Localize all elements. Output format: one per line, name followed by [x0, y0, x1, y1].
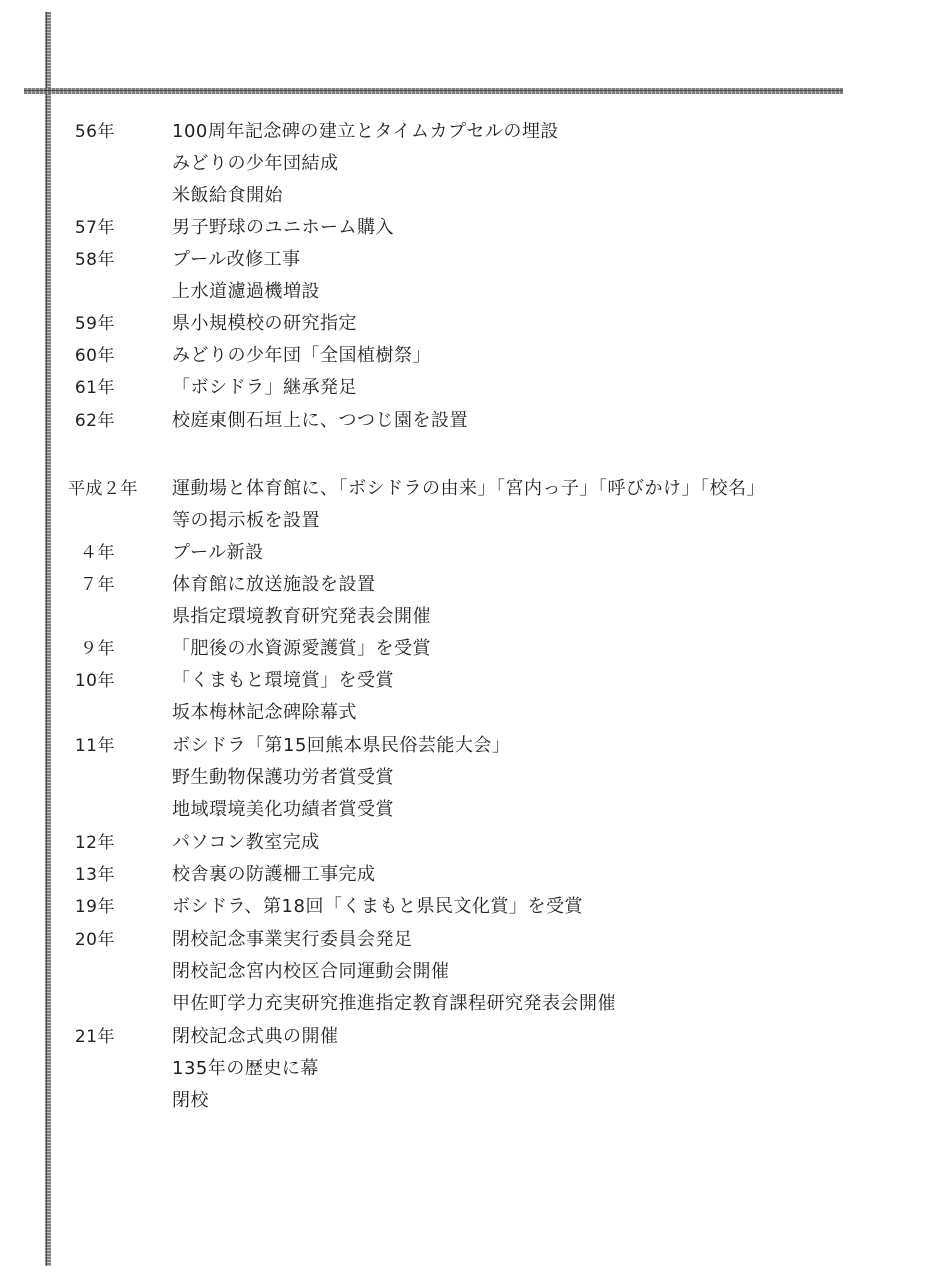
entry-text: パソコン教室完成 — [172, 832, 320, 853]
timeline-entry — [0, 570, 900, 600]
timeline-entry — [0, 602, 900, 632]
entry-text: 県小規模校の研究指定 — [172, 313, 357, 334]
entry-year: 19年 — [74, 897, 115, 917]
entry-text: 閉校記念宮内校区合同運動会開催 — [172, 961, 450, 982]
timeline-entry — [0, 277, 900, 307]
timeline-entry — [0, 795, 900, 825]
timeline-entry — [0, 149, 900, 179]
timeline-entry — [0, 373, 900, 403]
entry-year: 10年 — [74, 671, 115, 691]
entry-text: 地域環境美化功績者賞受賞 — [172, 799, 394, 820]
timeline-entry — [0, 1086, 900, 1116]
entry-text: 体育館に放送施設を設置 — [172, 574, 376, 595]
timeline-entry — [0, 860, 900, 890]
timeline-entry — [0, 925, 900, 955]
entry-year: 58年 — [74, 250, 115, 270]
entry-year: 21年 — [74, 1027, 115, 1047]
timeline-entry — [0, 245, 900, 275]
entry-text: 「ボシドラ」継承発足 — [172, 377, 357, 398]
entry-year: 59年 — [74, 314, 115, 334]
timeline-entry — [0, 698, 900, 728]
entry-text: 閉校記念式典の開催 — [172, 1026, 339, 1047]
timeline-entry — [0, 506, 900, 536]
entry-text: 上水道濾過機増設 — [172, 281, 320, 302]
entry-text: プール改修工事 — [172, 249, 301, 270]
entry-text: 甲佐町学力充実研究推進指定教育課程研究発表会開催 — [172, 993, 616, 1014]
entry-text: みどりの少年団結成 — [172, 153, 339, 174]
entry-text: 閉校 — [172, 1090, 209, 1111]
horizontal-rule — [24, 88, 843, 94]
entry-text: ボシドラ、第18回「くまもと県民文化賞」を受賞 — [172, 896, 583, 917]
timeline-entry — [0, 1054, 900, 1084]
timeline-entry — [0, 538, 900, 568]
entry-text: 県指定環境教育研究発表会開催 — [172, 606, 431, 627]
entry-text: 運動場と体育館に、「ボシドラの由来」「宮内っ子」「呼びかけ」「校名」 — [172, 478, 765, 499]
entry-text: 「肥後の水資源愛護賞」を受賞 — [172, 638, 431, 659]
entry-text: 「くまもと環境賞」を受賞 — [172, 670, 394, 691]
entry-text: プール新設 — [172, 542, 264, 563]
timeline-entry — [0, 213, 900, 243]
entry-year: 20年 — [74, 930, 115, 950]
entry-year: 12年 — [74, 833, 115, 853]
timeline-entry — [0, 892, 900, 922]
entry-text: 100周年記念碑の建立とタイムカプセルの埋設 — [172, 121, 559, 142]
entry-text: 坂本梅林記念碑除幕式 — [172, 702, 357, 723]
entry-year: 11年 — [74, 736, 115, 756]
entry-year: ７年 — [80, 575, 115, 595]
entry-text: 野生動物保護功労者賞受賞 — [172, 767, 394, 788]
entry-year: 平成２年 — [68, 479, 138, 499]
entry-year: ４年 — [80, 543, 115, 563]
timeline-entry — [0, 181, 900, 211]
entry-text: 校舎裏の防護柵工事完成 — [172, 864, 376, 885]
entry-year: 13年 — [74, 865, 115, 885]
entry-text: みどりの少年団「全国植樹祭」 — [172, 345, 431, 366]
entry-year: 57年 — [74, 218, 115, 238]
timeline-entry — [0, 731, 900, 761]
timeline-entry — [0, 1022, 900, 1052]
entry-text: 閉校記念事業実行委員会発足 — [172, 929, 413, 950]
horizontal-rule-line — [24, 90, 843, 91]
timeline-entry — [0, 309, 900, 339]
entry-text: 校庭東側石垣上に、つつじ園を設置 — [172, 410, 468, 431]
timeline-entry — [0, 828, 900, 858]
timeline-entry — [0, 763, 900, 793]
timeline-entry — [0, 989, 900, 1019]
entry-text: 米飯給食開始 — [172, 185, 283, 206]
entry-text: 男子野球のユニホーム購入 — [172, 217, 394, 238]
entry-year: 56年 — [74, 122, 115, 142]
entry-year: 62年 — [74, 411, 115, 431]
timeline-entry — [0, 117, 900, 147]
entry-year: 60年 — [74, 346, 115, 366]
timeline-entry — [0, 957, 900, 987]
timeline-entry — [0, 666, 900, 696]
timeline-entry — [0, 341, 900, 371]
timeline-entry — [0, 634, 900, 664]
entry-text: ボシドラ「第15回熊本県民俗芸能大会」 — [172, 735, 511, 756]
timeline-entry — [0, 474, 900, 504]
timeline-entry — [0, 406, 900, 436]
entry-text: 135年の歴史に幕 — [172, 1058, 319, 1079]
entry-text: 等の掲示板を設置 — [172, 510, 320, 531]
entry-year: 61年 — [74, 378, 115, 398]
entry-year: ９年 — [80, 639, 115, 659]
